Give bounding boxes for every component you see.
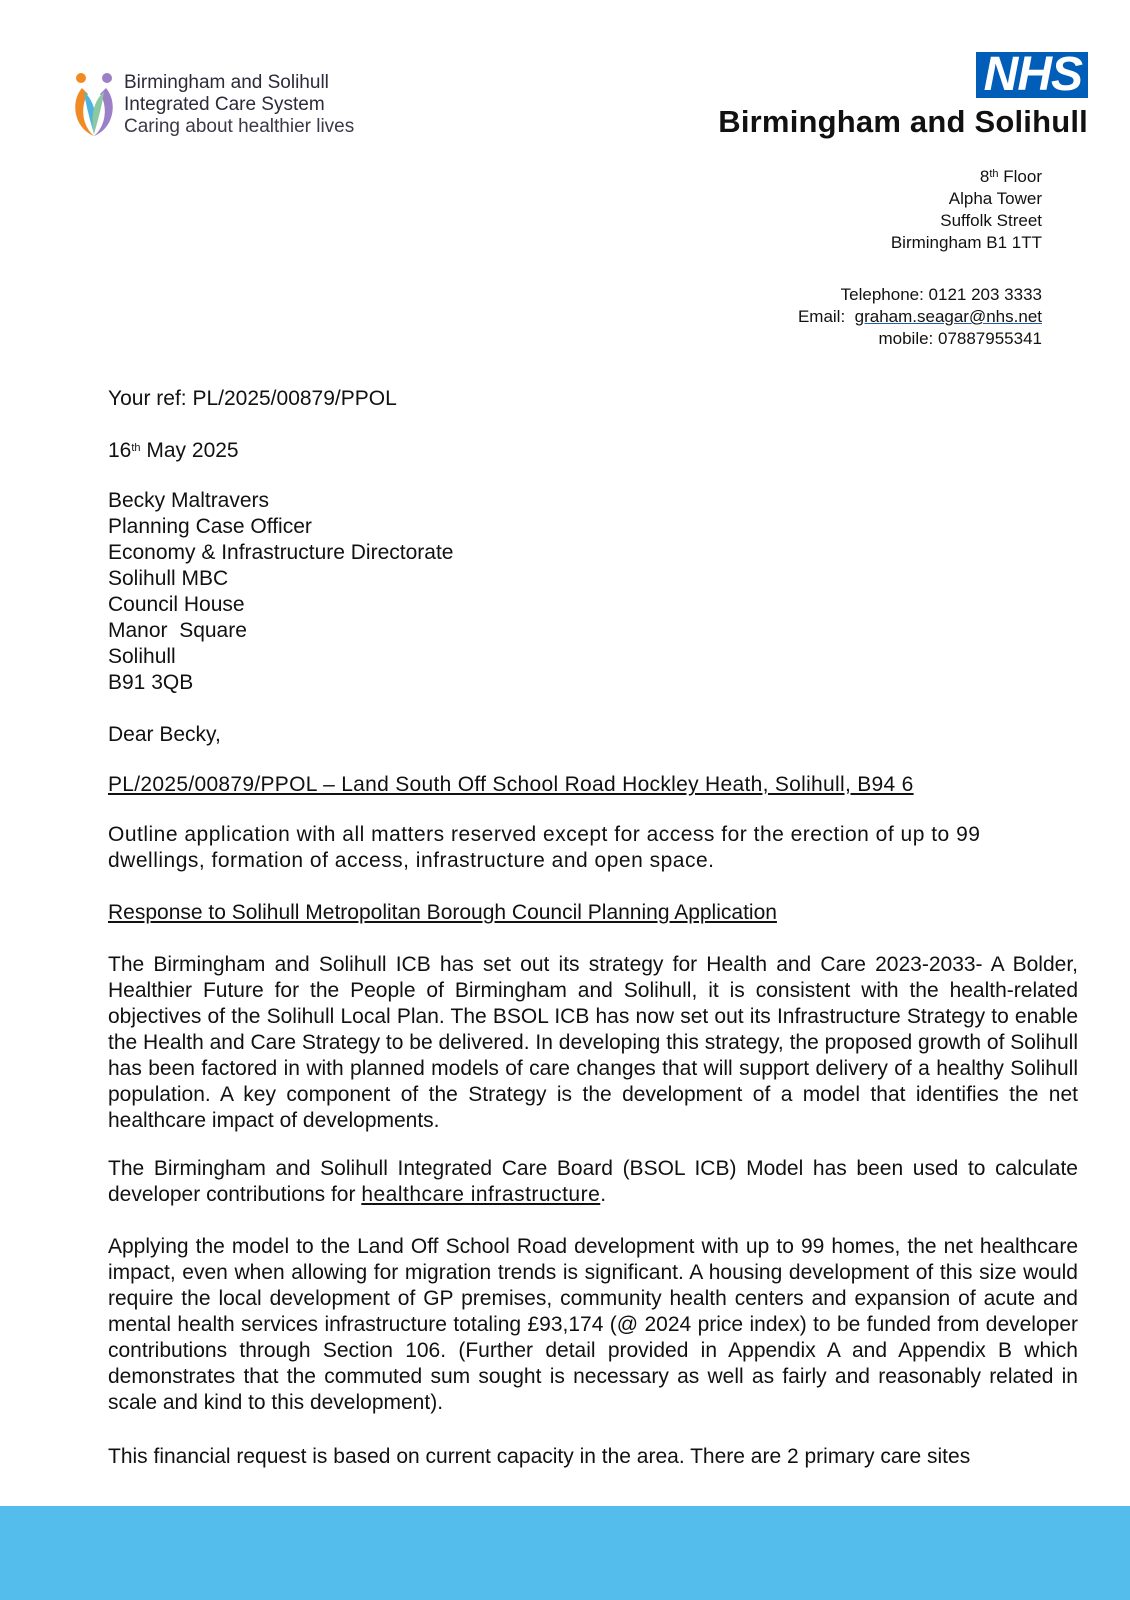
telephone: Telephone: 0121 203 3333 xyxy=(840,285,1042,304)
recipient-line: Becky Maltravers xyxy=(108,489,270,512)
address-floor: 8th Floor xyxy=(979,167,1042,186)
letter-date: 16th May 2025 xyxy=(108,439,239,462)
mobile: mobile: 07887955341 xyxy=(878,329,1042,348)
address-line: Birmingham B1 1TT xyxy=(890,233,1042,252)
recipient-line: Council House xyxy=(108,593,245,616)
recipient-line: Solihull MBC xyxy=(108,567,229,590)
greeting: Dear Becky, xyxy=(108,723,221,746)
your-reference: Your ref: PL/2025/00879/PPOL xyxy=(108,387,397,410)
subject-line: PL/2025/00879/PPOL – Land South Off School Road Hockley Heath, Solihull, B94 6 xyxy=(108,773,914,796)
paragraph-model: The Birmingham and Solihull Integrated Care Board (BSOL ICB) Model has been used to calculate developer contributions for healthcare infrastructure. xyxy=(108,1157,1078,1206)
application-description: Outline application with all matters reserved except for access for the erection of up to 99 dwellings, formation of access, infrastructure and open space. xyxy=(108,823,981,872)
recipient-address xyxy=(108,488,1078,696)
healthcare-infrastructure-link[interactable]: healthcare infrastructure xyxy=(361,1183,601,1206)
paragraph-contribution: Applying the model to the Land Off School Road development with up to 99 homes, the net healthcare impact, even when allowing for migration trends is significant. A housing development of this size would require the local development of GP premises, community health centers and expansion of acute and mental health services infrastructure totaling £93,174 (@ 2024 price index) to be funded from developer contributions through Section 106. (Further detail provided in Appendix A and Appendix B which demonstrates that the commuted sum sought is necessary as well as fairly and reasonably related in scale and kind to this development). xyxy=(108,1235,1078,1414)
ics-tagline: Caring about healthier lives xyxy=(124,116,355,137)
recipient-line: Manor Square xyxy=(108,619,247,642)
recipient-line: B91 3QB xyxy=(108,671,194,694)
nhs-logo xyxy=(718,48,1088,140)
nhs-organisation-name: Birmingham and Solihull xyxy=(718,104,1088,139)
response-heading: Response to Solihull Metropolitan Borough Council Planning Application xyxy=(108,901,777,924)
recipient-line: Economy & Infrastructure Directorate xyxy=(108,541,454,564)
email-link[interactable]: graham.seagar@nhs.net xyxy=(854,307,1042,326)
ics-name-line2: Integrated Care System xyxy=(124,94,325,115)
contact-details xyxy=(798,284,1042,350)
paragraph-strategy: The Birmingham and Solihull ICB has set out its strategy for Health and Care 2023-2033- A Bolder, Healthier Future for the People of Birmingham and Solihull, it is consistent with the health-related objectives of the Solihull Local Plan. The BSOL ICB has now set out its Infrastructure Strategy to enable the Health and Care Strategy to be delivered. In developing this strategy, the proposed growth of Solihull has been factored in with planned models of care changes that will support delivery of a healthy Solihull population. A key component of the Strategy is the development of a model that identifies the net healthcare impact of developments. xyxy=(108,953,1078,1132)
ics-name-line1: Birmingham and Solihull xyxy=(124,72,329,93)
email-line: Email: graham.seagar@nhs.net xyxy=(797,307,1042,326)
ics-logo xyxy=(72,72,354,140)
address-line: Suffolk Street xyxy=(940,211,1042,230)
nhs-badge: NHS xyxy=(976,52,1088,98)
address-line: Alpha Tower xyxy=(948,189,1042,208)
sender-address xyxy=(891,166,1042,254)
paragraph-capacity: This financial request is based on current capacity in the area. There are 2 primary care sites xyxy=(108,1445,971,1468)
recipient-line: Solihull xyxy=(108,645,176,668)
footer-band xyxy=(0,1506,1130,1600)
ics-people-icon xyxy=(72,72,116,140)
recipient-line: Planning Case Officer xyxy=(108,515,312,538)
